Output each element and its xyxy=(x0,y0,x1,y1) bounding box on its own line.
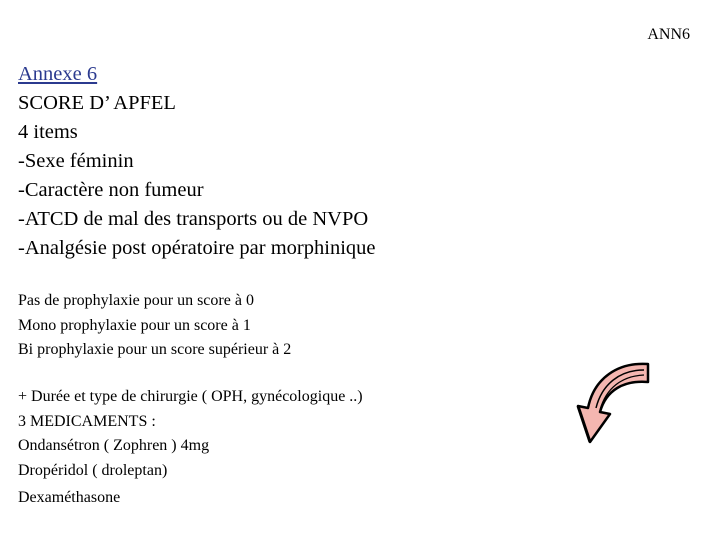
extra-line: Dexaméthasone xyxy=(18,489,121,506)
prophylaxis-line: Mono prophylaxie pour un score à 1 xyxy=(18,316,251,334)
prophylaxis-line: Pas de prophylaxie pour un score à 0 xyxy=(18,292,254,309)
extra-line: Dropéridol ( droleptan) xyxy=(18,461,168,479)
score-line: -Analgésie post opératoire par morphinique xyxy=(18,237,376,259)
prophylaxis-section xyxy=(18,289,291,363)
medication-section xyxy=(18,385,363,511)
slide-label: ANN6 xyxy=(647,26,690,43)
annex-title: Annexe 6 xyxy=(18,63,98,85)
score-line: -Sexe féminin xyxy=(18,150,134,172)
score-line: SCORE D’ APFEL xyxy=(18,92,176,114)
score-line: 4 items xyxy=(18,121,78,143)
score-line: -Caractère non fumeur xyxy=(18,179,204,201)
extra-line: 3 MEDICAMENTS : xyxy=(18,412,156,430)
extra-line: + Durée et type de chirurgie ( OPH, gynécologique ..) xyxy=(18,388,363,405)
score-section xyxy=(18,60,376,263)
prophylaxis-line: Bi prophylaxie pour un score supérieur à 2 xyxy=(18,341,292,358)
curved-arrow-icon xyxy=(570,356,652,448)
score-line: -ATCD de mal des transports ou de NVPO xyxy=(18,208,369,230)
extra-line: Ondansétron ( Zophren ) 4mg xyxy=(18,437,210,454)
